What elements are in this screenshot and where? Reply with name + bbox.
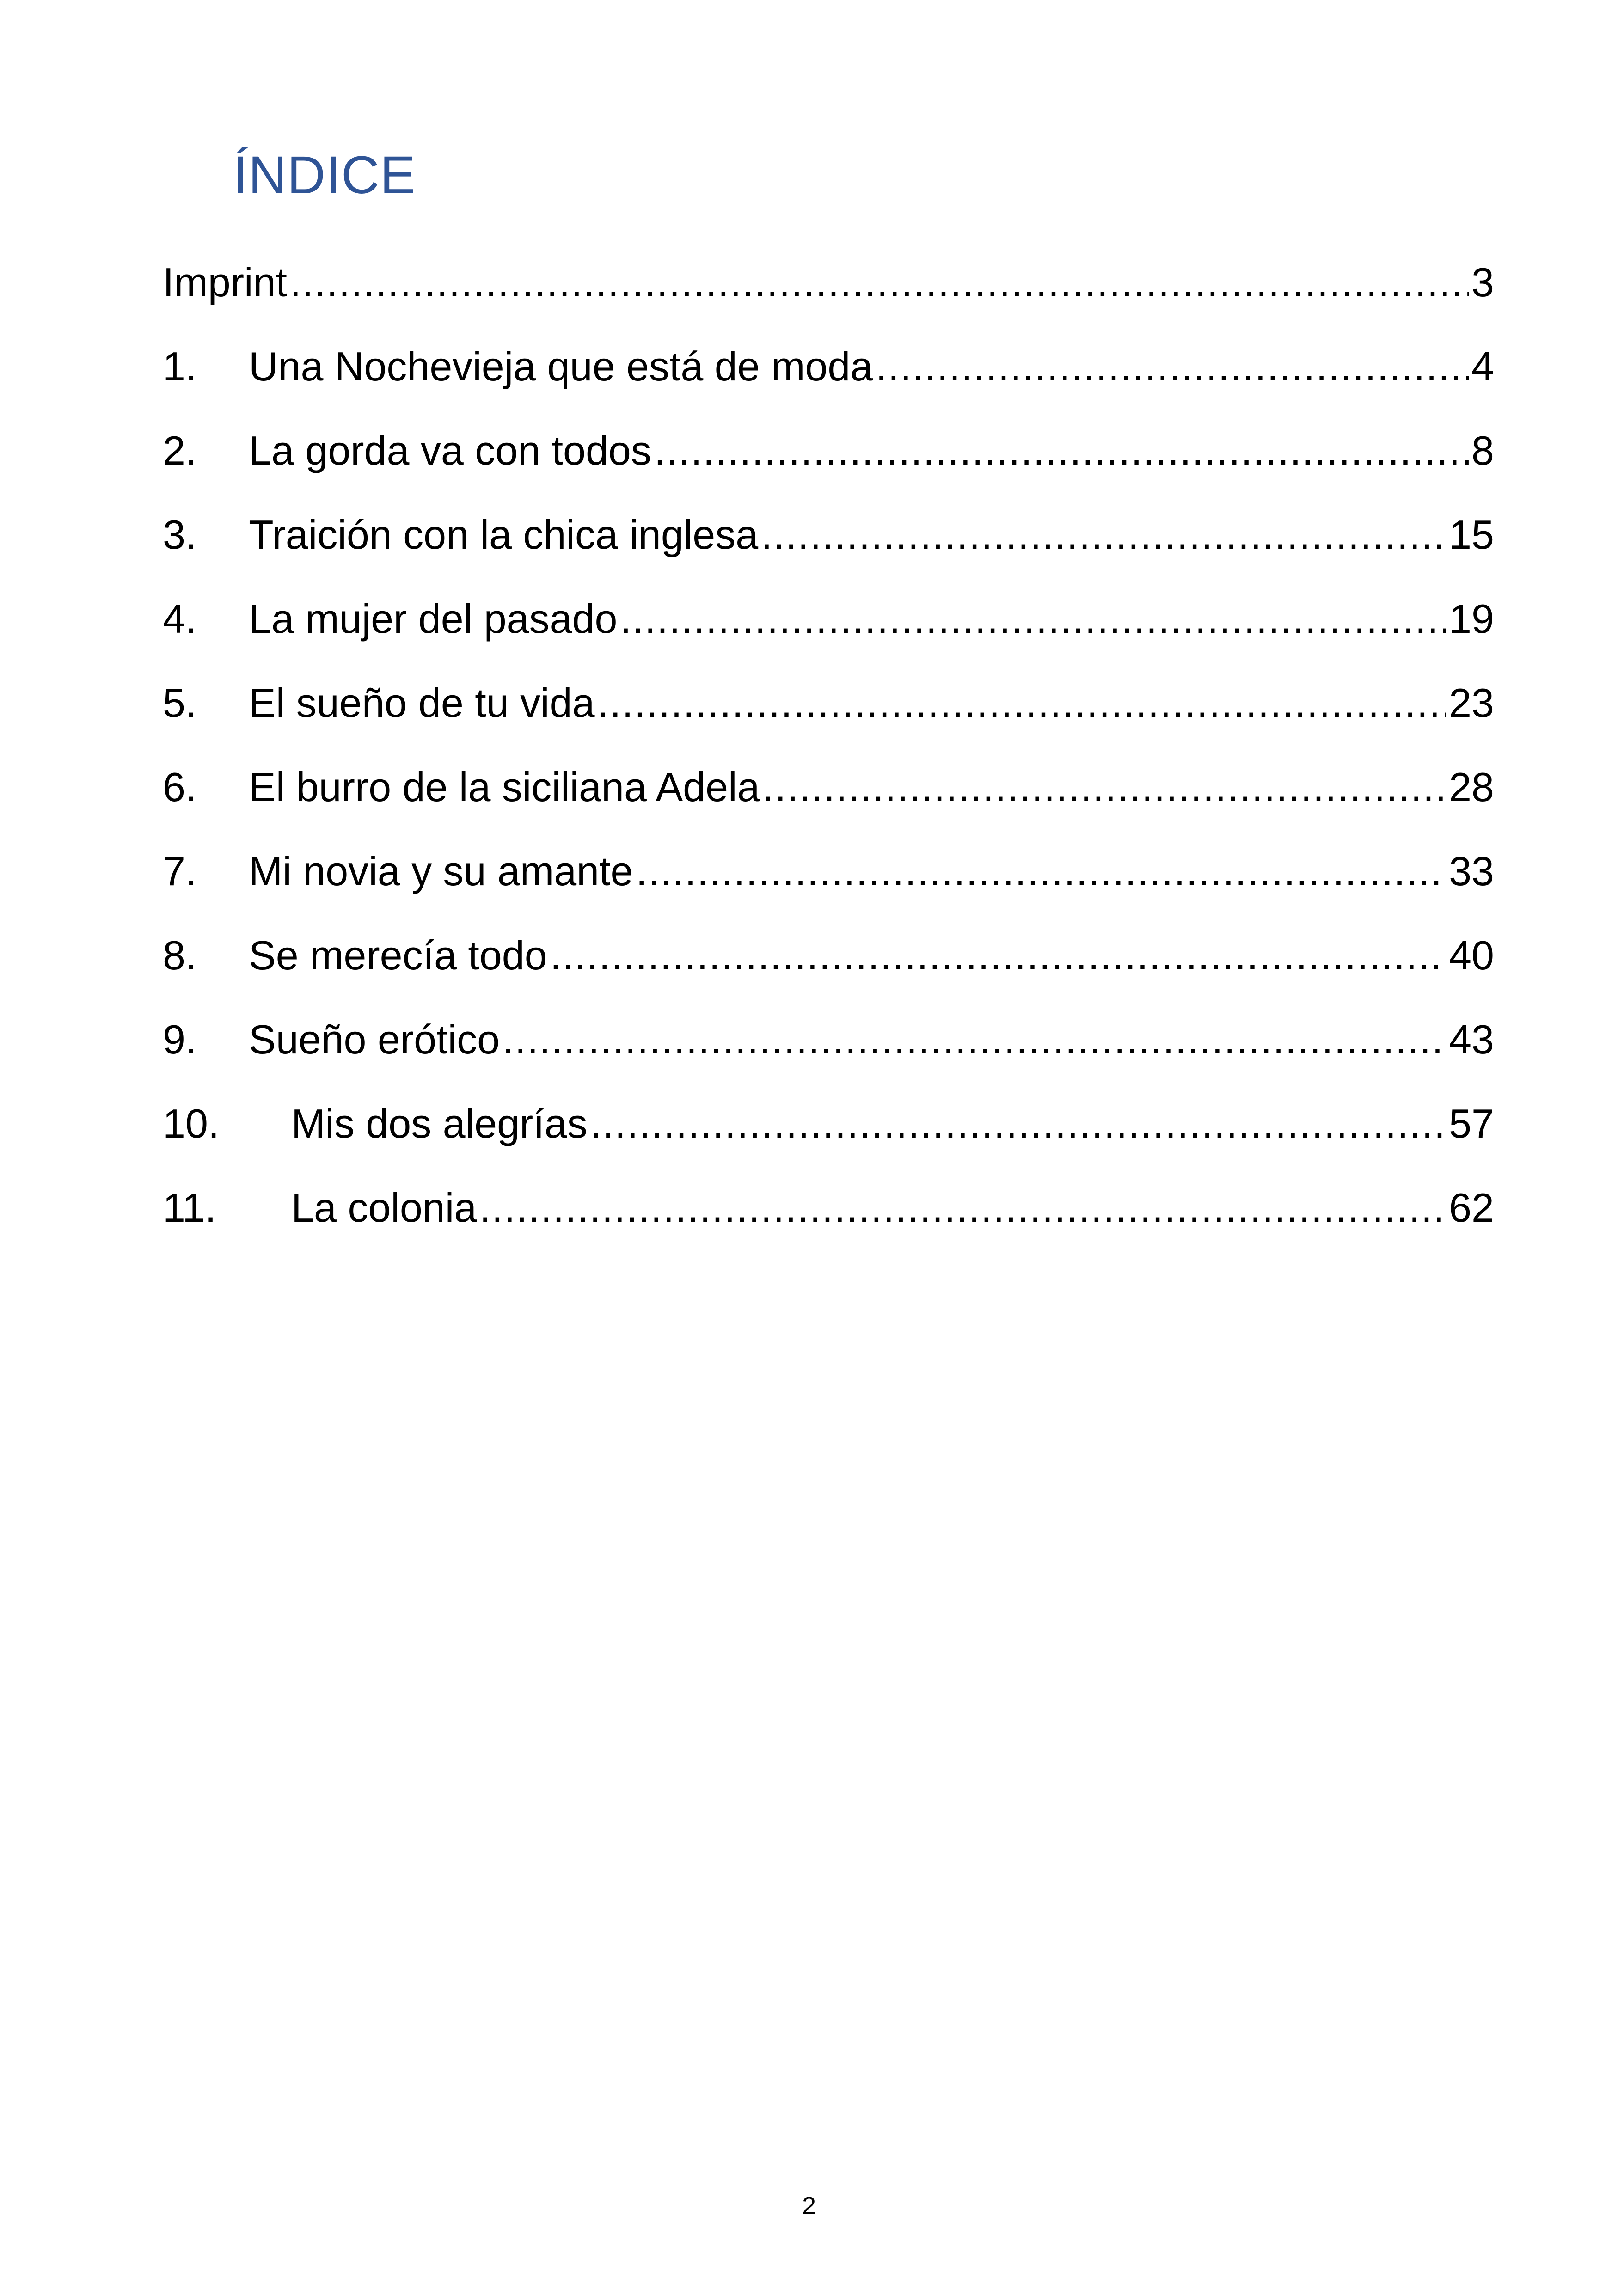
toc-entry-title: El burro de la siciliana Adela xyxy=(249,764,760,810)
toc-entry-page: 57 xyxy=(1449,1101,1494,1146)
page-number: 2 xyxy=(802,2192,816,2220)
toc-entry-number: 11. xyxy=(163,1185,216,1231)
toc-entry-title: Mis dos alegrías xyxy=(291,1101,588,1146)
table-of-contents xyxy=(163,240,1494,1250)
toc-entry-2[interactable] xyxy=(163,409,1494,493)
toc-entry-3[interactable] xyxy=(163,493,1494,577)
toc-entry-imprint[interactable] xyxy=(163,240,1494,325)
toc-dot-leader xyxy=(763,745,1446,829)
toc-dot-leader xyxy=(598,661,1446,745)
toc-entry-title: La gorda va con todos xyxy=(249,428,651,473)
toc-entry-number: 10. xyxy=(163,1101,220,1146)
toc-dot-leader xyxy=(761,493,1446,577)
toc-entry-number: 9. xyxy=(163,1016,197,1062)
toc-entry-title: Sueño erótico xyxy=(249,1016,500,1062)
toc-entry-1[interactable] xyxy=(163,325,1494,409)
toc-entry-9[interactable] xyxy=(163,998,1494,1082)
toc-entry-number: 4. xyxy=(163,596,197,642)
toc-entry-6[interactable] xyxy=(163,745,1494,829)
toc-entry-10[interactable] xyxy=(163,1082,1494,1166)
toc-entry-4[interactable] xyxy=(163,577,1494,661)
toc-entry-number: 5. xyxy=(163,680,197,726)
toc-entry-title: Traición con la chica inglesa xyxy=(249,512,759,557)
toc-entry-page: 28 xyxy=(1449,764,1494,810)
toc-dot-leader xyxy=(636,829,1446,913)
toc-entry-page: 19 xyxy=(1449,596,1494,642)
toc-entry-number: 2. xyxy=(163,428,197,473)
toc-entry-page: 40 xyxy=(1449,932,1494,978)
toc-entry-5[interactable] xyxy=(163,661,1494,745)
toc-entry-title: La colonia xyxy=(291,1185,477,1231)
toc-entry-7[interactable] xyxy=(163,829,1494,913)
toc-dot-leader xyxy=(620,577,1446,661)
toc-entry-title: Mi novia y su amante xyxy=(249,848,633,894)
toc-entry-title: Se merecía todo xyxy=(249,932,547,978)
toc-entry-page: 62 xyxy=(1449,1185,1494,1231)
toc-entry-number: 6. xyxy=(163,764,197,810)
toc-entry-page: 43 xyxy=(1449,1016,1494,1062)
toc-dot-leader xyxy=(590,1082,1446,1166)
toc-entry-number: 8. xyxy=(163,932,197,978)
toc-dot-leader xyxy=(290,240,1469,325)
toc-heading: ÍNDICE xyxy=(233,146,416,205)
toc-dot-leader xyxy=(550,913,1446,998)
toc-entry-page: 8 xyxy=(1471,428,1494,473)
toc-dot-leader xyxy=(654,409,1469,493)
toc-dot-leader xyxy=(503,998,1446,1082)
toc-entry-8[interactable] xyxy=(163,913,1494,998)
toc-entry-page: 15 xyxy=(1449,512,1494,557)
toc-entry-page: 33 xyxy=(1449,848,1494,894)
toc-entry-number: 3. xyxy=(163,512,197,557)
toc-entry-page: 4 xyxy=(1471,343,1494,389)
toc-entry-title: Imprint xyxy=(163,259,287,305)
toc-dot-leader xyxy=(479,1166,1446,1250)
toc-entry-page: 23 xyxy=(1449,680,1494,726)
toc-entry-title: La mujer del pasado xyxy=(249,596,618,642)
toc-entry-number: 7. xyxy=(163,848,197,894)
toc-entry-number: 1. xyxy=(163,343,197,389)
toc-entry-11[interactable] xyxy=(163,1166,1494,1250)
toc-entry-page: 3 xyxy=(1471,259,1494,305)
toc-dot-leader xyxy=(876,325,1469,409)
toc-entry-title: El sueño de tu vida xyxy=(249,680,595,726)
toc-entry-title: Una Nochevieja que está de moda xyxy=(249,343,873,389)
